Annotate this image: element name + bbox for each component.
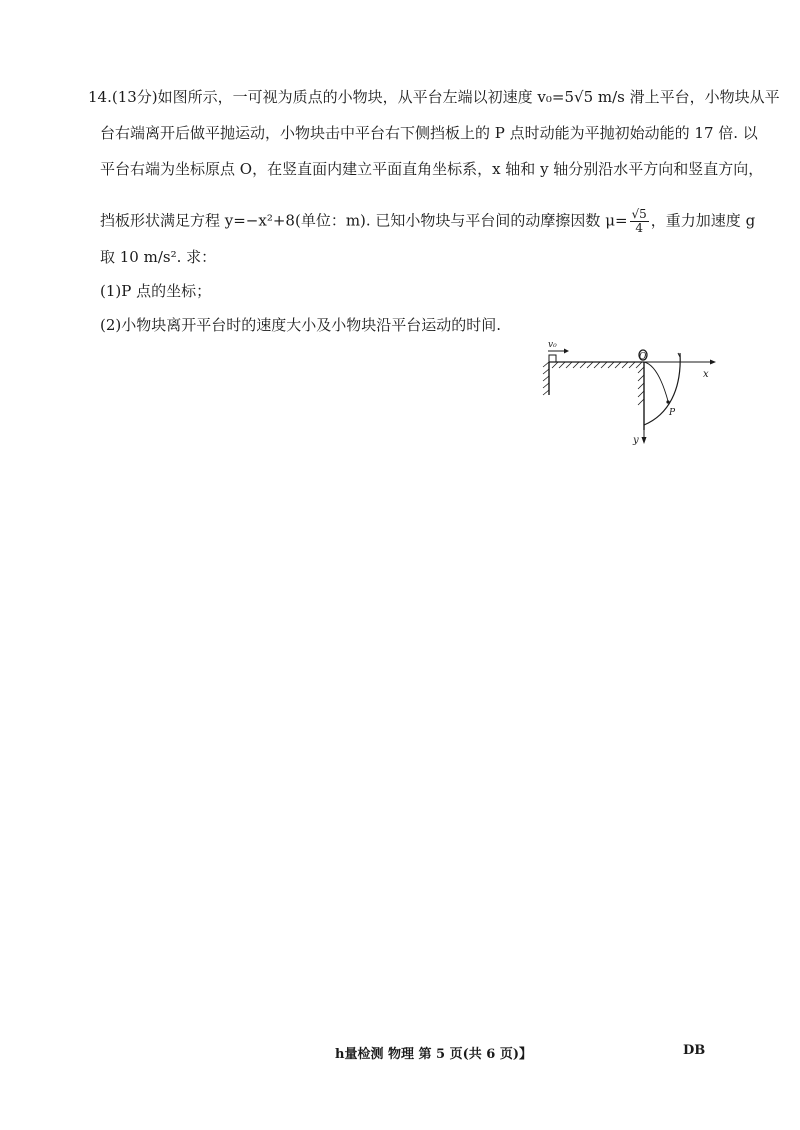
- problem-line-3: 平台右端为坐标原点 O，在竖直面内建立平面直角坐标系，x 轴和 y 轴分别沿水平方向和竖直方向，: [100, 160, 764, 178]
- platform-hatching: [552, 362, 642, 368]
- block: [549, 355, 556, 362]
- problem-line-4-tail: ，重力加速度 g: [650, 211, 756, 230]
- y-axis-label: y: [633, 435, 639, 446]
- mu-fraction: [630, 208, 649, 235]
- problem-line-4: [100, 208, 755, 235]
- question-1: (1)P 点的坐标；: [100, 282, 212, 300]
- platform-diagram: [540, 335, 720, 450]
- trajectory: [644, 362, 668, 401]
- origin-label: O: [639, 352, 647, 362]
- point-p-label: P: [669, 408, 676, 418]
- problem-line-1: 14.(13分)如图所示，一可视为质点的小物块，从平台左端以初速度 v₀=5√5 m/s 滑上平台，小物块从平: [88, 88, 780, 106]
- problem-line-4-text: 挡板形状满足方程 y=−x²+8(单位：m). 已知小物块与平台间的动摩擦因数 μ=: [100, 211, 628, 230]
- question-2: (2)小物块离开平台时的速度大小及小物块沿平台运动的时间.: [100, 316, 502, 334]
- footer-code: DB: [683, 1043, 706, 1058]
- mu-denominator: 4: [635, 221, 643, 235]
- footer-page-info: h量检测 物理 第 5 页(共 6 页)】: [335, 1047, 532, 1062]
- point-p: [666, 400, 669, 403]
- y-axis-arrow: [642, 437, 647, 444]
- v0-label: v₀: [548, 340, 557, 350]
- v0-arrow-head: [564, 349, 569, 354]
- x-axis-label: x: [703, 369, 709, 380]
- problem-line-5: 取 10 m/s². 求：: [100, 248, 217, 266]
- problem-line-2: 台右端离开后做平抛运动，小物块击中平台右下侧挡板上的 P 点时动能为平抛初始动能的 17 倍. 以: [100, 124, 758, 142]
- x-axis-arrow: [710, 360, 716, 365]
- mu-numerator: √5: [631, 207, 647, 221]
